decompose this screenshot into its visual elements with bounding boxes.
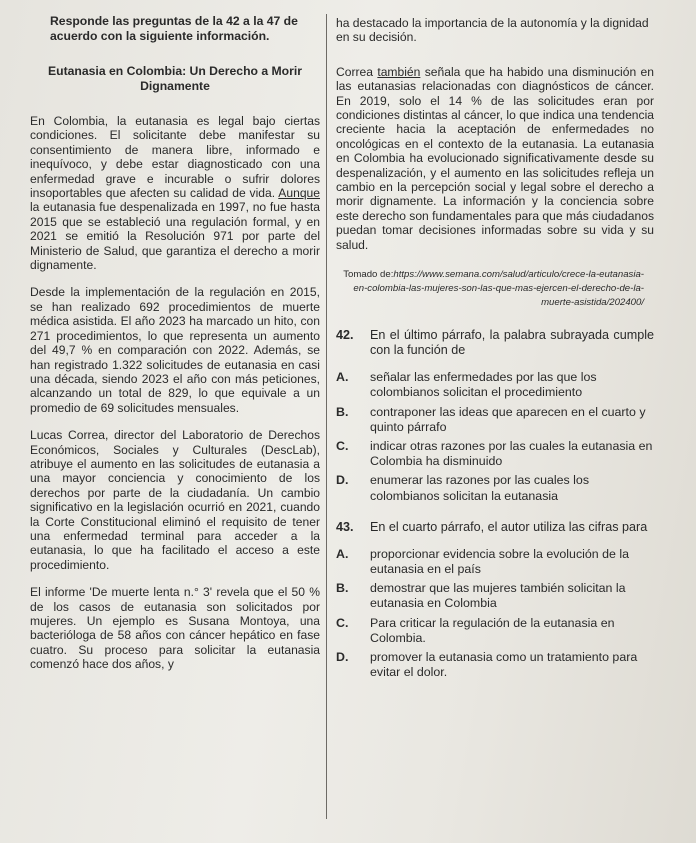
paragraph-1: En Colombia, la eutanasia es legal bajo ciertas condiciones. El solicitante debe manifestar su consentimiento de manera libre, informado e inequívoco, y debe estar diagnosticado con una enfermedad grave e incurable o sufrir dolores insoportables que afecten su calidad de vida. Aunque la eutanasia fue despenalizada en 1997, no fue hasta 2015 que se estableció una regulación formal, y en 2021 se emitió la Resolución 971 por parte del Ministerio de Salud, que garantiza el derecho a morir dignamente.	[30, 114, 320, 273]
paragraph-4-continued: ha destacado la importancia de la autonomía y la dignidad en su decisión.	[336, 16, 649, 45]
source-citation: Tomado de:https://www.semana.com/salud/articulo/crece-la-eutanasia-en-colombia-las-mujeres-son-las-que-mas-ejercen-el-derecho-de-la-muerte-asistida/202400/	[343, 269, 644, 309]
underlined-word-tambien: también	[377, 64, 421, 79]
question-text: En el último párrafo, la palabra subrayada cumple con la función de	[370, 328, 654, 358]
option-43-c[interactable]: C. Para criticar la regulación de la eutanasia en Colombia.	[336, 615, 615, 645]
paragraph-3: Lucas Correa, director del Laboratorio de Derechos Económicos, Sociales y Culturales (DescLab), atribuye el aumento en las solicitudes de eutanasia a una mayor conciencia y conocimiento de los derechos por parte de la ciudadanía. Un cambio significativo en la legislación ocurrió en 2021, cuando la Corte Constitucional eliminó el requisito de tener una enfermedad terminal para acceder a la eutanasia, lo que ha facilitado el acceso a este procedimiento.	[30, 428, 320, 572]
paragraph-4: El informe 'De muerte lenta n.° 3' revela que el 50 % de los casos de eutanasia son solicitados por mujeres. Un ejemplo es Susana Montoya, una bacterióloga de 58 años con cáncer hepático en fase cuatro. Su proceso para solicitar la eutanasia comenzó hace dos años, y	[30, 585, 320, 672]
question-number: 43.	[336, 519, 354, 534]
option-42-d[interactable]: D. enumerar las razones por las cuales los colombianos solicitan la eutanasia	[336, 473, 590, 503]
option-42-a[interactable]: A. señalar las enfermedades por las que los colombianos solicitan el procedimiento	[336, 370, 597, 400]
option-43-a[interactable]: A. proporcionar evidencia sobre la evolución de la eutanasia en el país	[336, 546, 629, 576]
paragraph-2: Desde la implementación de la regulación en 2015, se han realizado 692 procedimientos de muerte médica asistida. El año 2023 ha marcado un hito, con 271 procedimientos, lo que representa un aumento del 49,7 % en comparación con 2022. Además, se han registrado 1.322 solicitudes de eutanasia en casi una década, siendo 2023 el año con más peticiones, alcanzando un total de 829, lo que equivale a un promedio de 69 solicitudes mensuales.	[30, 285, 320, 415]
question-number: 42.	[336, 328, 354, 343]
column-divider	[326, 14, 327, 819]
right-column	[336, 16, 654, 696]
option-43-d[interactable]: D. promover la eutanasia como un tratamiento para evitar el dolor.	[336, 649, 638, 680]
question-text: En el cuarto párrafo, el autor utiliza las cifras para	[370, 519, 648, 534]
article-title: Eutanasia en Colombia: Un Derecho a Morir Dignamente	[48, 64, 302, 93]
option-43-b[interactable]: B. demostrar que las mujeres también solicitan la eutanasia en Colombia	[336, 581, 626, 611]
option-42-c[interactable]: C. indicar otras razones por las cuales la eutanasia en Colombia ha disminuido	[336, 438, 653, 469]
question-43	[336, 520, 654, 681]
instructions: Responde las preguntas de la 42 a la 47 de acuerdo con la siguiente información.	[50, 14, 298, 43]
option-42-b[interactable]: B. contraponer las ideas que aparecen en el cuarto y quinto párrafo	[336, 404, 646, 434]
left-column	[30, 14, 320, 685]
paragraph-5: Correa también señala que ha habido una disminución en las eutanasias relacionadas con diagnósticos de cáncer. En 2019, solo el 14 % de las solicitudes eran por condiciones distintas al cáncer, lo que indica una tendencia creciente hacia la aceptación de enfermedades no oncológicas en el contexto de la eutanasia. La eutanasia en Colombia ha evolucionado significativamente desde su despenalización, y el aumento en las solicitudes refleja un cambio en la percepción social y legal sobre el derecho a morir dignamente. La información y la conciencia sobre este derecho son fundamentales para que más ciudadanos puedan tomar decisiones informadas sobre su vida y su salud.	[336, 64, 655, 252]
question-42	[336, 328, 654, 504]
source-url: https://www.semana.com/salud/articulo/crece-la-eutanasia-en-colombia-las-mujeres-son-las-que-mas-ejercen-el-derecho-de-la-muerte-asistida/202400/	[353, 269, 644, 309]
underlined-word-aunque: Aunque	[278, 186, 320, 201]
